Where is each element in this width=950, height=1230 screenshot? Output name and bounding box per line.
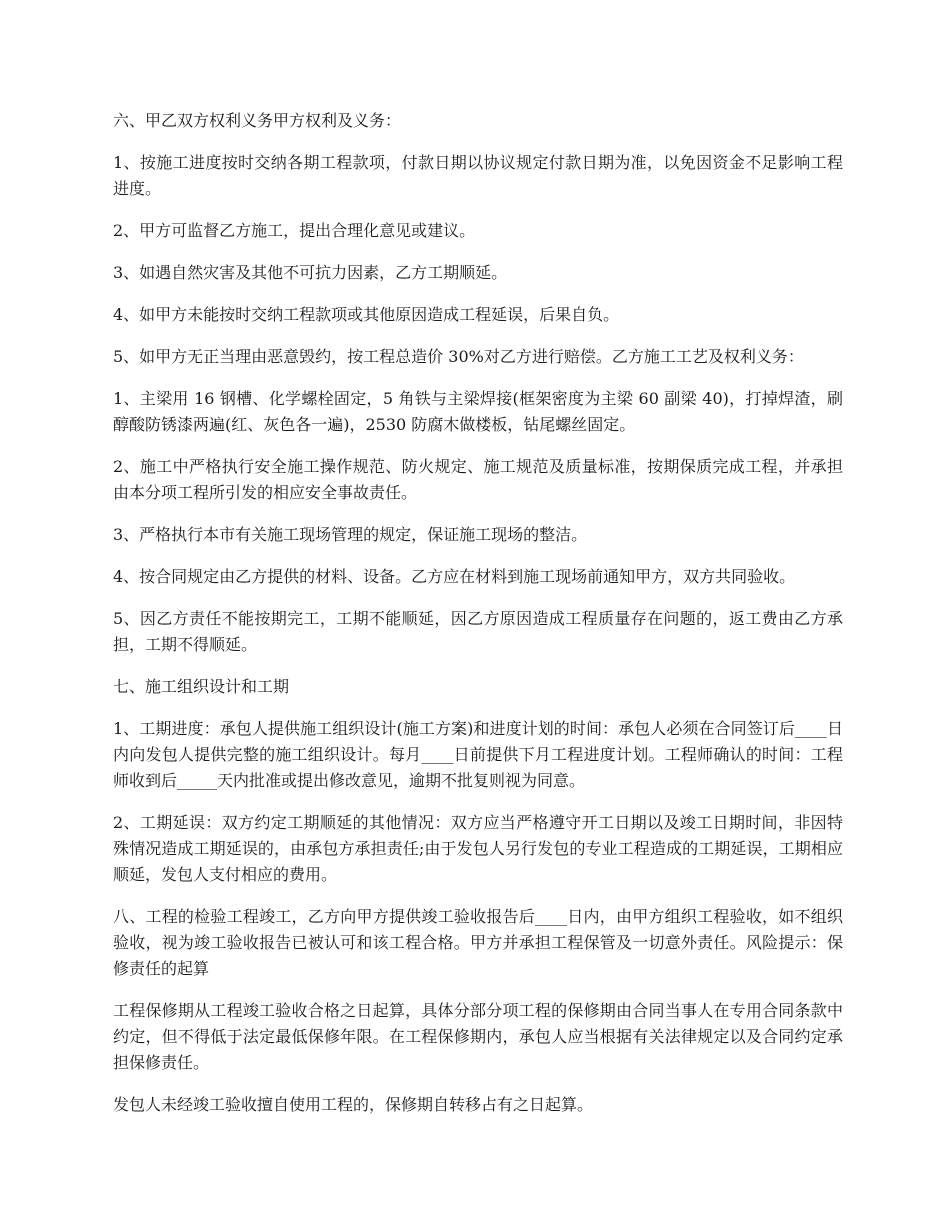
- document-page: [113, 108, 843, 1134]
- warranty-occupancy-paragraph: 发包人未经竣工验收擅自使用工程的，保修期自转移占有之日起算。: [113, 1095, 594, 1114]
- schedule-item-2: 2、工期延误：双方约定工期顺延的其他情况：双方应当严格遵守开工日期以及竣工日期时间，非因特殊情况造成工期延误的，由承包方承担责任;由于发包人另行发包的专业工程造成的工期延误，工期相应顺延，发包人支付相应的费用。: [113, 813, 843, 884]
- party-b-item-1: 1、主梁用 16 钢槽、化学螺栓固定，5 角铁与主梁焊接(框架密度为主梁 60 副梁 40)，打掉焊渣，刷醇酸防锈漆两遍(红、灰色各一遍)，2530 防腐木做楼板，钻尾螺丝固定。: [113, 389, 843, 434]
- party-b-item-2: 2、施工中严格执行安全施工操作规范、防火规定、施工规范及质量标准，按期保质完成工程，并承担由本分项工程所引发的相应安全事故责任。: [113, 457, 843, 502]
- party-b-item-5: 5、因乙方责任不能按期完工，工期不能顺延，因乙方原因造成工程质量存在问题的，返工费由乙方承担，工期不得顺延。: [113, 609, 843, 654]
- party-a-item-5: 5、如甲方无正当理由恶意毁约，按工程总造价 30%对乙方进行赔偿。乙方施工工艺及权利义务：: [113, 347, 804, 366]
- section-six-heading: 六、甲乙双方权利义务甲方权利及义务：: [113, 111, 402, 130]
- party-a-item-3: 3、如遇自然灾害及其他不可抗力因素，乙方工期顺延。: [113, 263, 508, 282]
- section-seven-heading: 七、施工组织设计和工期: [113, 677, 290, 696]
- party-b-item-4: 4、按合同规定由乙方提供的材料、设备。乙方应在材料到施工现场前通知甲方，双方共同验收。: [113, 567, 796, 586]
- party-b-item-3: 3、严格执行本市有关施工现场管理的规定，保证施工现场的整洁。: [113, 525, 588, 544]
- warranty-paragraph: 工程保修期从工程竣工验收合格之日起算，具体分部分项工程的保修期由合同当事人在专用合同条款中约定，但不得低于法定最低保修年限。在工程保修期内，承包人应当根据有关法律规定以及合同约定承担保修责任。: [113, 1001, 843, 1072]
- party-a-item-4: 4、如甲方未能按时交纳工程款项或其他原因造成工程延误，后果自负。: [113, 305, 620, 324]
- party-a-item-2: 2、甲方可监督乙方施工，提出合理化意见或建议。: [113, 221, 476, 240]
- schedule-item-1: 1、工期进度：承包人提供施工组织设计(施工方案)和进度计划的时间：承包人必须在合同签订后____日内向发包人提供完整的施工组织设计。每月____日前提供下月工程进度计划。工程师确认的时间：工程师收到后_____天内批准或提出修改意见，逾期不批复则视为同意。: [113, 719, 843, 790]
- party-a-item-1: 1、按施工进度按时交纳各期工程款项，付款日期以协议规定付款日期为准，以免因资金不足影响工程进度。: [113, 153, 843, 198]
- section-eight-paragraph: 八、工程的检验工程竣工，乙方向甲方提供竣工验收报告后____日内，由甲方组织工程验收，如不组织验收，视为竣工验收报告已被认可和该工程合格。甲方并承担工程保管及一切意外责任。风险提示：保修责任的起算: [113, 907, 843, 978]
